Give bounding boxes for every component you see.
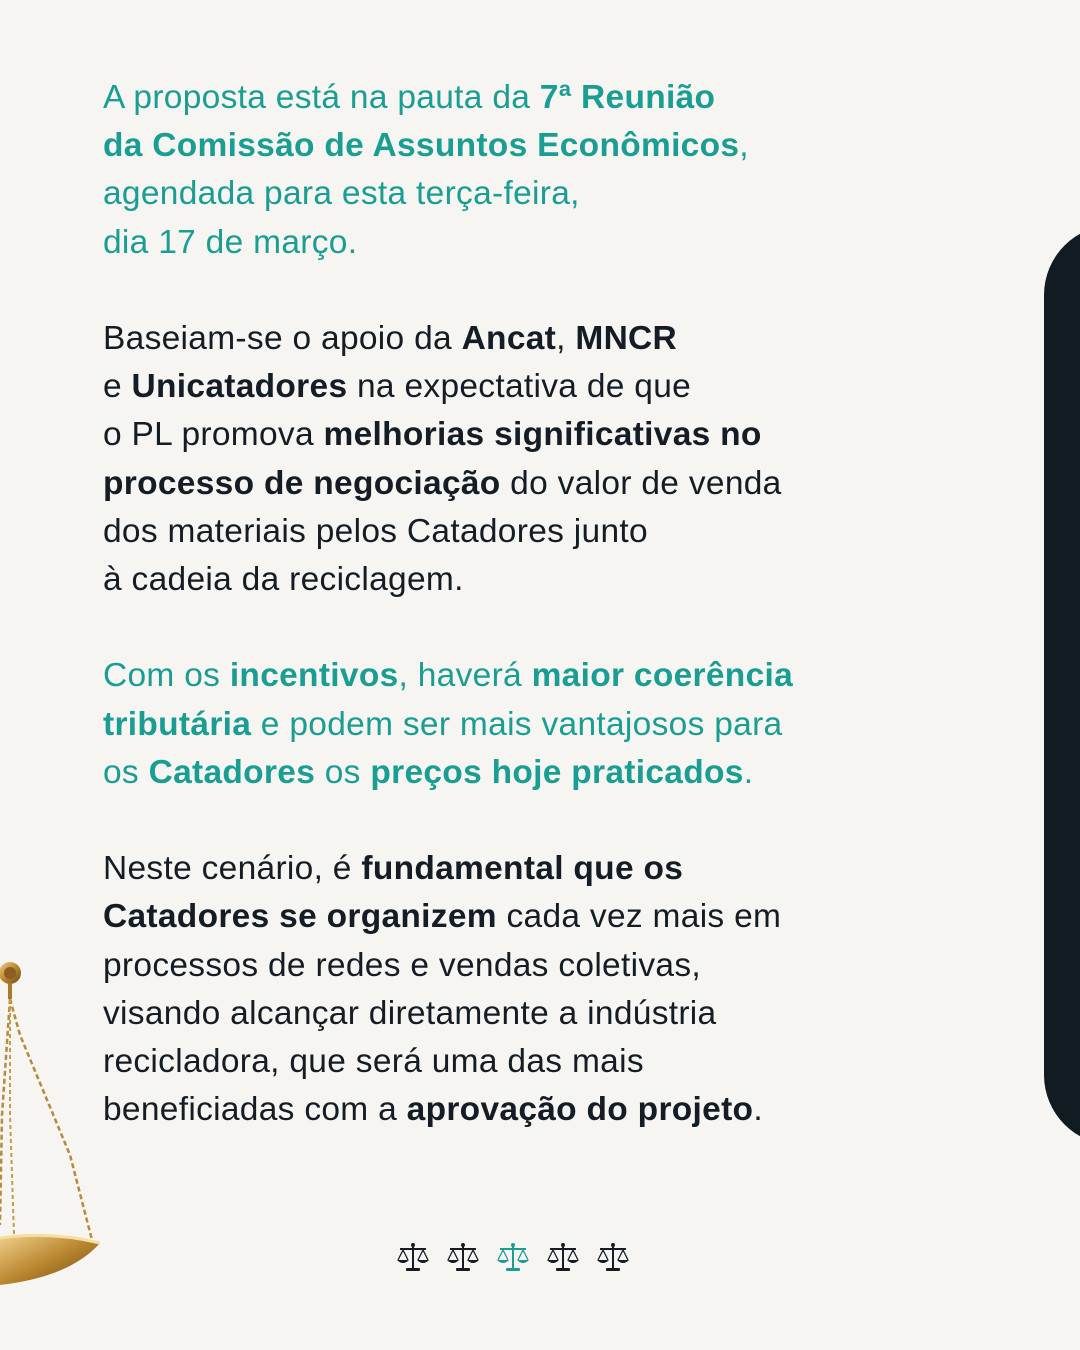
bold-text: preços hoje praticados — [370, 753, 744, 791]
text-segment: processos de redes e vendas coletivas, — [103, 946, 701, 984]
text-segment: e — [103, 368, 132, 406]
text-segment: Baseiam-se o apoio da — [103, 320, 462, 357]
text-line — [103, 1086, 963, 1134]
text-line — [103, 1038, 963, 1086]
text-line — [103, 942, 963, 990]
decorative-dark-panel — [1044, 225, 1080, 1145]
bold-text: da Comissão de Assuntos Econômicos — [103, 127, 740, 165]
text-segment: , — [556, 320, 576, 357]
paragraph — [103, 845, 963, 1134]
bold-text: Catadores — [148, 753, 316, 791]
bold-text: MNCR — [575, 320, 678, 357]
text-line — [103, 893, 963, 941]
bold-text: fundamental que os — [361, 850, 684, 888]
bold-text: Unicatadores — [131, 368, 348, 406]
text-segment: , — [739, 127, 749, 165]
balance-scale-icon — [445, 1240, 481, 1276]
balance-scale-icon — [495, 1240, 531, 1276]
text-segment: dos materiais pelos Catadores junto — [103, 512, 648, 550]
text-line — [103, 363, 963, 411]
text-line — [103, 170, 963, 218]
text-segment: Com os — [103, 657, 230, 695]
text-segment: na expectativa de que — [347, 368, 692, 406]
text-segment: . — [743, 753, 754, 791]
bold-text: maior coerência — [531, 657, 794, 695]
balance-scale-illustration — [0, 955, 110, 1295]
text-segment: , haverá — [398, 657, 532, 695]
article-text — [103, 74, 963, 1183]
bold-text: processo de negociação — [103, 464, 501, 502]
text-line — [103, 749, 963, 797]
text-segment: agendada para esta terça-feira, — [103, 175, 580, 213]
page-indicator — [395, 1240, 631, 1276]
text-line — [103, 460, 963, 508]
bold-text: incentivos — [229, 657, 399, 695]
bold-text: Ancat — [461, 320, 557, 357]
text-line — [103, 990, 963, 1038]
text-segment: beneficiadas com a — [103, 1091, 407, 1129]
text-segment: à cadeia da reciclagem. — [103, 561, 464, 599]
text-segment: os — [315, 753, 371, 791]
bold-text: 7ª Reunião — [539, 79, 716, 116]
paragraph — [103, 315, 963, 604]
bold-text: Catadores se organizem — [103, 898, 497, 936]
paragraph — [103, 652, 963, 797]
text-segment: cada vez mais em — [496, 898, 782, 936]
balance-scale-icon — [595, 1240, 631, 1276]
balance-scale-icon — [395, 1240, 431, 1276]
text-line — [103, 122, 963, 170]
text-segment: o PL promova — [103, 416, 324, 454]
text-segment: os — [103, 753, 149, 791]
text-line — [103, 556, 963, 604]
text-line — [103, 652, 963, 700]
text-segment: Neste cenário, é — [103, 850, 362, 888]
text-segment: A proposta está na pauta da — [103, 79, 540, 116]
text-line — [103, 508, 963, 556]
text-line — [103, 411, 963, 459]
text-line — [103, 219, 963, 267]
text-segment: visando alcançar diretamente a indústria — [103, 994, 717, 1032]
paragraph — [103, 74, 963, 267]
text-segment: dia 17 de março. — [103, 223, 358, 261]
text-segment: e podem ser mais vantajosos para — [251, 705, 783, 743]
text-segment: do valor de venda — [500, 464, 782, 502]
text-line — [103, 845, 963, 893]
bold-text: melhorias significativas no — [323, 416, 762, 454]
bold-text: aprovação do projeto — [406, 1091, 754, 1129]
text-line — [103, 74, 963, 122]
balance-scale-icon — [545, 1240, 581, 1276]
bold-text: tributária — [103, 705, 252, 743]
text-segment: . — [753, 1091, 763, 1129]
text-segment: recicladora, que será uma das mais — [103, 1043, 644, 1081]
text-line — [103, 315, 963, 363]
text-line — [103, 701, 963, 749]
